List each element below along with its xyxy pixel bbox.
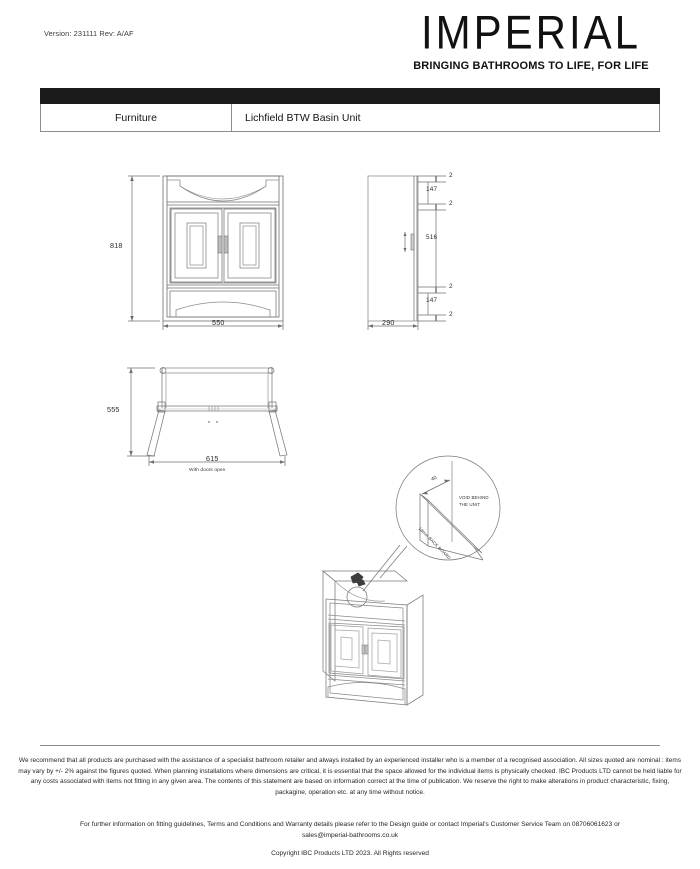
front-elevation-drawing — [110, 168, 340, 333]
void-behind-label-line2: THE UNIT — [459, 502, 481, 507]
imperial-logo — [408, 5, 654, 72]
footer-divider — [40, 745, 660, 746]
side-dim-above-bottom-panel: 2 — [449, 283, 453, 290]
detail-gap-dimension: 40 — [430, 474, 438, 483]
title-table — [40, 88, 660, 132]
side-dim-top-gap: 2 — [449, 172, 453, 179]
further-information-text: For further information on fitting guidelines, Terms and Conditions and Warranty details please refer to the Design guide or contact Imperial's Customer Service Team on 08706061623 or sales@imperial-bathrooms.co.uk — [80, 821, 620, 839]
side-dim-middle-panel: 516 — [426, 234, 438, 241]
back-board-label: 18mm BACK BOARD — [417, 526, 452, 561]
plan-width-dimension: 615 — [206, 454, 219, 463]
side-elevation-drawing — [350, 168, 530, 333]
front-width-dimension: 550 — [212, 318, 225, 327]
side-dim-bottom-gap: 2 — [449, 311, 453, 318]
front-height-dimension: 818 — [110, 241, 123, 250]
isometric-view-drawing — [295, 545, 510, 725]
version-label: Version: 231111 Rev: A/AF — [44, 29, 134, 38]
front-elevation-svg — [110, 168, 340, 333]
plan-view-drawing — [105, 358, 320, 478]
isometric-view-svg — [295, 545, 510, 725]
title-bar-black — [40, 88, 660, 104]
logo-wordmark: IMPERIAL — [420, 5, 642, 59]
disclaimer-text: We recommend that all products are purchased with the assistance of a specialist bathroom retailer and always installed by an experienced installer who is a member of a recognised association. All sizes quoted are nominal : items may vary by +/- 2% against the figures quoted. When planning installations where dimensions are critical, it is essential that the space allowed for the individual items is physically checked. IBC Products LTD cannot be held liable for any costs associated with items not fitting in any given area. The contents of this statement are based on information correct at the time of publication. We reserve the right to make alterations in product characteristic, fixing, packagine, operation etc. at any time without notice. — [18, 757, 682, 796]
product-name-cell: Lichfield BTW Basin Unit — [245, 111, 361, 124]
void-behind-label-line1: VOID BEHIND — [459, 495, 489, 500]
logo-tagline: BRINGING BATHROOMS TO LIFE, FOR LIFE — [413, 60, 649, 72]
table-row — [40, 104, 660, 132]
side-dim-top-panel: 147 — [426, 186, 438, 193]
side-dim-below-top-panel: 2 — [449, 200, 453, 207]
side-depth-dimension: 290 — [382, 318, 395, 327]
copyright-text: Copyright IBC Products LTD 2023. All Rights reserved — [271, 850, 429, 857]
product-category-cell: Furniture — [41, 104, 232, 131]
plan-view-caption: With doors open — [189, 468, 226, 473]
plan-depth-dimension: 555 — [107, 405, 120, 414]
side-dim-bottom-panel: 147 — [426, 297, 438, 304]
side-elevation-svg — [350, 168, 530, 333]
